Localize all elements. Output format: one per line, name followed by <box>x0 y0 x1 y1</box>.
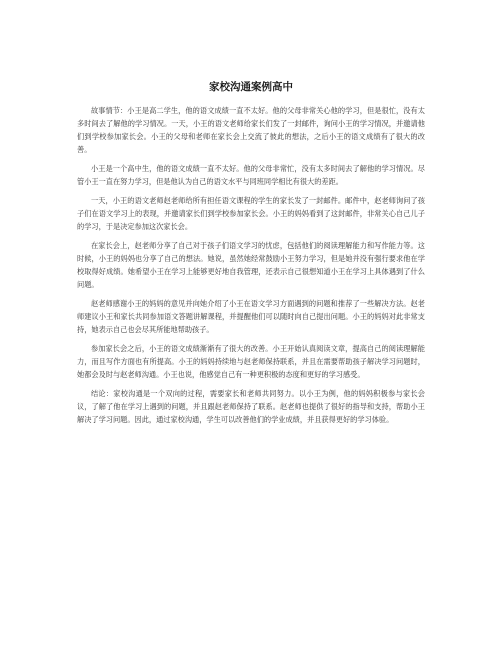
paragraph-advice: 赵老师感谢小王的妈妈的意见并向她介绍了小王在语文学习方面遇到的问题和推荐了一些解决方法。赵老师建议小王和家长共同参加语文答题讲解课程，并提醒他们可以随时向自己提出问题。小王的妈妈对此非常支持，她表示自己也会尽其所能地帮助孩子。 <box>77 299 425 334</box>
document-title: 家校沟通案例高中 <box>209 81 293 93</box>
paragraph-conclusion: 结论：家校沟通是一个双向的过程，需要家长和老师共同努力。以小王为例，他的妈妈积极参与家长会议，了解了他在学习上遇到的问题，并且跟赵老师保持了联系。赵老师也提供了很好的指导和支持，帮助小王解决了学习问题。因此，通过家校沟通，学生可以改善他们的学业成绩，并且获得更好的学习体验。 <box>77 389 425 424</box>
document-body <box>77 104 425 432</box>
paragraph-meeting: 在家长会上，赵老师分享了自己对于孩子们语文学习的忧虑，包括他们的阅读理解能力和写作能力等。这时候，小王的妈妈也分享了自己的想法。她说，虽然她经常鼓励小王努力学习，但是她并没有强行要求他在学校取得好成绩。她希望小王在学习上能够更好地自我管理，还表示自己很想知道小王在学习上具体遇到了什么问题。 <box>77 241 425 289</box>
paragraph-email: 一天，小王的语文老师赵老师给所有担任语文课程的学生的家长发了一封邮件。邮件中，赵老师询问了孩子们在语文学习上的表现，并邀请家长们到学校参加家长会。小王的妈妈看到了这封邮件，非常关心自己儿子的学习，于是决定参加这次家长会。 <box>77 196 425 231</box>
paragraph-improvement: 参加家长会之后，小王的语文成绩渐渐有了很大的改善。小王开始认真阅读文章，提高自己的阅读理解能力，而且写作方面也有所提高。小王的妈妈持续地与赵老师保持联系，并且在需要帮助孩子解决学习问题时，她都会及时与赵老师沟通。小王也说，他感觉自己有一种更积极的态度和更好的学习感受。 <box>77 344 425 379</box>
paragraph-intro: 小王是一个高中生，他的语文成绩一直不太好。他的父母非常忙，没有太多时间去了解他的学习情况。尽管小王一直在努力学习，但是他认为自己的语文水平与同班同学相比有很大的差距。 <box>77 164 425 186</box>
paragraph-story: 故事情节：小王是高二学生，他的语文成绩一直不太好。他的父母非常关心他的学习，但是很忙，没有太多时间去了解他的学习情况。一天，小王的语文老师给家长们发了一封邮件，询问小王的学习情况，并邀请他们到学校参加家长会。小王的父母和老师在家长会上交流了彼此的想法，之后小王的语文成绩有了很大的改善。 <box>77 106 425 154</box>
